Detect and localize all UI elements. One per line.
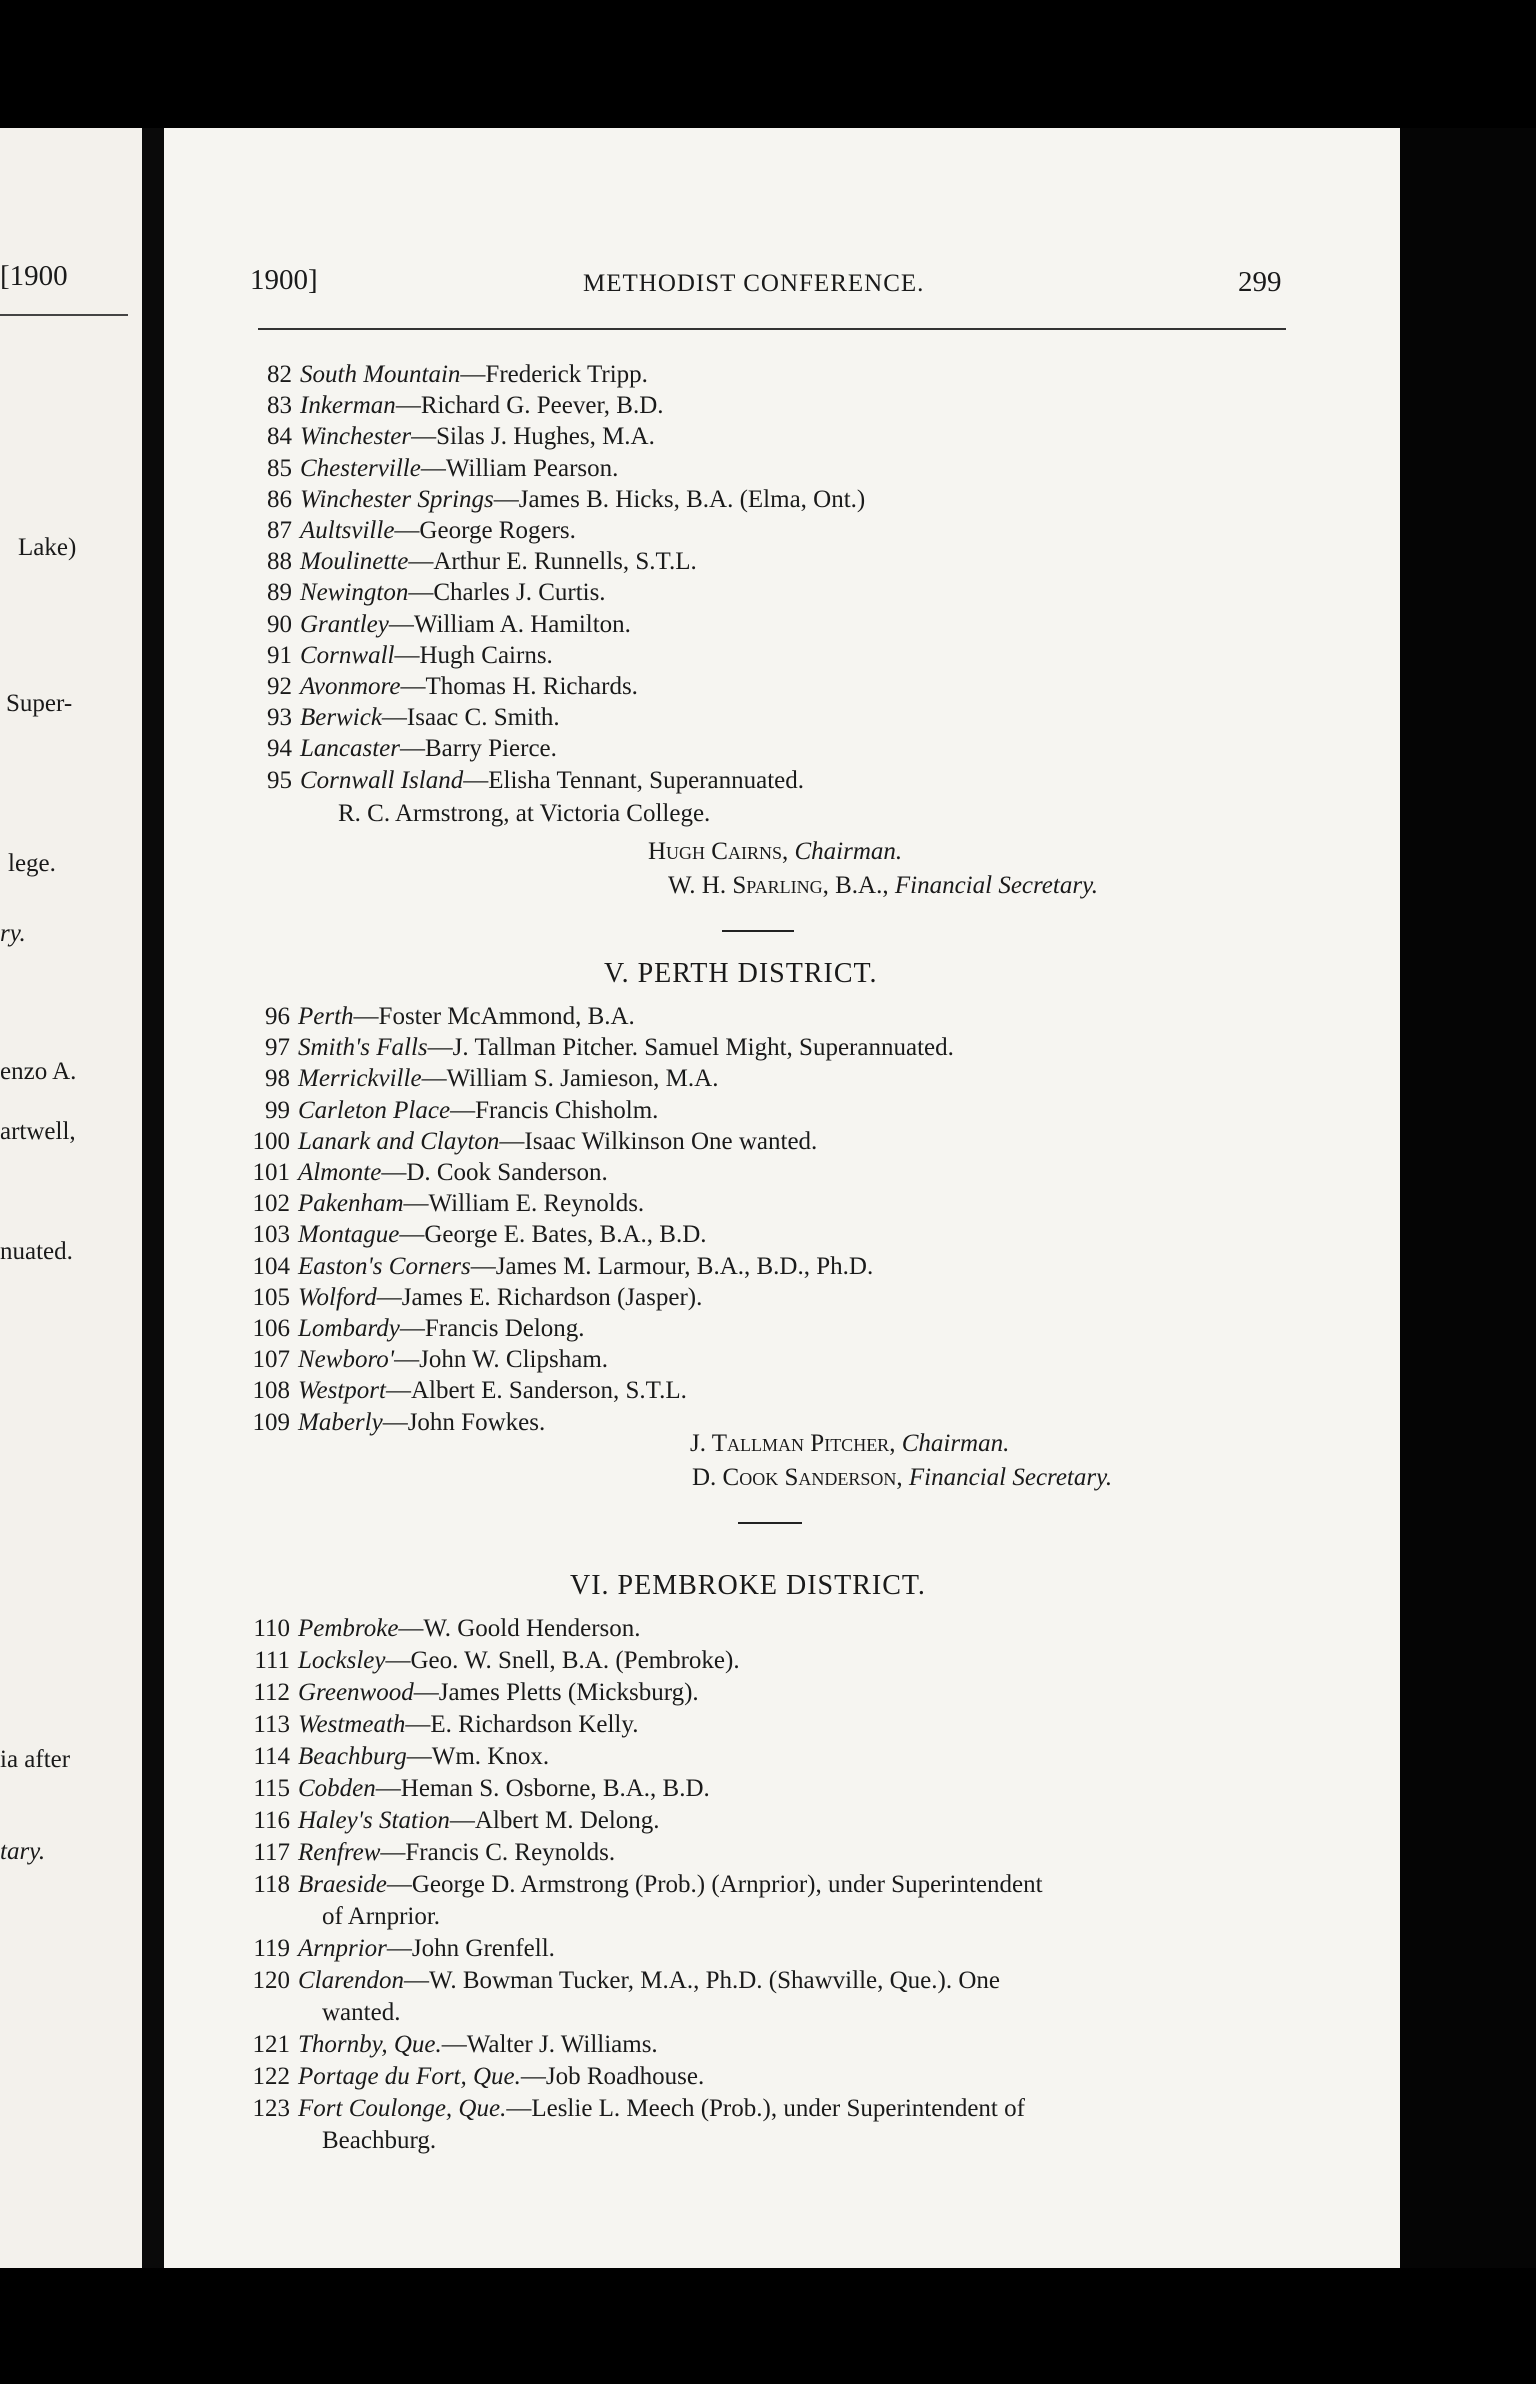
circuit-name: Renfrew [298,1839,381,1866]
entry-number: 101 [252,1159,290,1186]
minister-name: —John Fowkes. [382,1408,546,1436]
facing-page-text: artwell, [0,1118,76,1145]
minister-name: —Heman S. Osborne, B.A., B.D. [375,1775,710,1802]
minister-name: —Barry Pierce. [400,735,557,763]
secretary-role: Financial Secretary. [908,1464,1113,1491]
minister-name: —Francis Delong. [399,1315,585,1342]
section-separator [738,1522,802,1524]
minister-name: —Isaac Wilkinson One wanted. [499,1127,818,1155]
entry-number: 85 [267,454,292,482]
minister-name: —James Pletts (Micksburg). [413,1679,699,1706]
minister-name: —W. Goold Henderson. [398,1615,641,1642]
circuit-name: Montague [298,1221,400,1249]
district-heading: V. PERTH DISTRICT. [604,958,878,989]
circuit-name: Berwick [300,704,382,732]
entry-number: 111 [254,1647,290,1674]
entry-number: 90 [267,610,292,638]
book-gutter [142,128,164,2268]
entry-number: 98 [265,1065,290,1093]
entry-number: 119 [253,1935,290,1962]
minister-name: —Silas J. Hughes, M.A. [411,423,655,451]
page-number: 299 [1238,266,1282,298]
circuit-name: Haley's Station [298,1807,450,1834]
entry-number: 102 [252,1190,290,1218]
circuit-name: Avonmore [300,673,401,700]
entry-number: 88 [267,548,292,576]
entry-continuation-text: Beachburg. [322,2127,437,2154]
minister-name: —Hugh Cairns. [394,641,553,669]
entry-number: 84 [267,423,292,451]
circuit-name: Wolford [298,1283,377,1311]
entry-number: 99 [265,1096,290,1124]
circuit-name: Cobden [298,1775,376,1802]
minister-name: —Wm. Knox. [406,1743,550,1770]
minister-name: —E. Richardson Kelly. [405,1711,639,1738]
minister-name: —Walter J. Williams. [441,2031,658,2058]
circuit-name: Maberly [298,1408,383,1436]
minister-name: —Geo. W. Snell, B.A. (Pembroke). [385,1647,740,1674]
facing-page-header-rule [0,314,128,316]
minister-name: —Leslie L. Meech (Prob.), under Superintendent of [506,2095,1025,2122]
circuit-name: Locksley [298,1647,386,1674]
facing-page-header: [1900 [0,260,68,292]
minister-name: —John W. Clipsham. [394,1346,609,1374]
entry-number: 100 [252,1127,290,1155]
entry-number: 86 [267,485,292,513]
facing-page-text: ia after [0,1746,71,1773]
minister-name: —Foster McAmmond, B.A. [353,1003,635,1030]
minister-name: —Charles J. Curtis. [408,579,606,607]
facing-page-text: nuated. [0,1238,73,1265]
entry-number: 82 [267,361,292,388]
chairman-role: Chairman. [901,1430,1010,1457]
circuit-name: Westmeath [298,1711,406,1738]
entry-number: 92 [267,673,292,700]
circuit-name: Thornby, Que. [298,2031,442,2058]
entry-number: 123 [252,2095,290,2122]
minister-name: —Frederick Tripp. [460,361,648,388]
minister-name: —John Grenfell. [386,1935,555,1962]
entry-number: 106 [252,1315,290,1342]
entry-number: 109 [252,1408,290,1436]
minister-name: —William E. Reynolds. [403,1190,645,1218]
entry-number: 121 [252,2031,290,2058]
running-head-year: 1900] [250,264,318,296]
entry-number: 122 [252,2063,290,2090]
chairman-signature [690,1430,1009,1458]
entry-number: 114 [253,1743,290,1770]
minister-name: —Job Roadhouse. [520,2063,705,2090]
circuit-name: Chesterville [300,454,421,482]
entry-number: 91 [267,641,292,669]
entry-number: 118 [253,1871,290,1898]
circuit-name: Lancaster [300,735,400,763]
entry-number: 95 [267,766,292,794]
chairman-name: Hugh Cairns, [648,838,789,865]
minister-name: —W. Bowman Tucker, M.A., Ph.D. (Shawville, Que.). One [404,1967,1000,1994]
secretary-name: D. Cook Sanderson, [692,1464,903,1491]
circuit-name: Arnprior [298,1935,387,1962]
minister-name: —George Rogers. [394,517,576,544]
entry-number: 112 [253,1679,290,1706]
facing-page-text: Lake) [18,534,77,561]
secretary-role: Financial Secretary. [894,872,1099,899]
entry-number: 117 [253,1839,290,1866]
circuit-name: Grantley [300,610,389,638]
minister-name: —William A. Hamilton. [388,610,631,638]
circuit-name: Greenwood [298,1679,414,1706]
minister-name: —James M. Larmour, B.A., B.D., Ph.D. [470,1252,874,1280]
circuit-name: Clarendon [298,1967,405,1994]
minister-name: —Richard G. Peever, B.D. [395,392,664,420]
entry-number: 120 [252,1967,290,1994]
minister-name: —Albert E. Sanderson, S.T.L. [385,1377,687,1405]
minister-name: —William Pearson. [420,454,619,482]
entry-number: 96 [265,1003,290,1030]
minister-name: —Francis C. Reynolds. [380,1839,616,1866]
facing-page-fragment [0,128,142,2268]
circuit-name: Pakenham [298,1190,404,1218]
facing-page-text: ry. [0,920,26,947]
financial-secretary-signature [668,872,1098,900]
entry-continuation-text: of Arnprior. [322,1903,441,1930]
circuit-name: Aultsville [300,517,395,544]
entry-number: 105 [252,1283,290,1311]
circuit-name: Inkerman [300,392,396,420]
entry-number: 94 [267,735,292,763]
entry-number: 110 [253,1615,290,1642]
circuit-name: Moulinette [300,548,409,576]
minister-name: —George D. Armstrong (Prob.) (Arnprior), under Superintendent [386,1871,1043,1898]
circuit-name: Beachburg [298,1743,407,1770]
entry-number: 89 [267,579,292,607]
circuit-name: Cornwall [300,641,395,669]
minister-name: —James E. Richardson (Jasper). [376,1283,703,1311]
facing-page-text: tary. [0,1838,46,1865]
circuit-name: Winchester [300,423,412,451]
entry-number: 103 [252,1221,290,1249]
minister-name: —Isaac C. Smith. [381,704,560,732]
minister-name: —Arthur E. Runnells, S.T.L. [408,548,697,576]
entry-number: 115 [253,1775,290,1802]
running-head-title: METHODIST CONFERENCE. [583,270,925,297]
circuit-name: Lanark and Clayton [298,1127,500,1155]
minister-name: —Albert M. Delong. [449,1807,660,1834]
facing-page-text: lege. [8,850,56,877]
minister-name: —James B. Hicks, B.A. (Elma, Ont.) [493,485,866,513]
header-rule [258,328,1286,330]
circuit-name: Almonte [298,1159,382,1186]
circuit-name: Easton's Corners [298,1252,471,1280]
circuit-name: South Mountain [300,361,461,388]
circuit-name: Winchester Springs [300,485,494,513]
circuit-name: Newington [300,579,409,607]
circuit-name: Pembroke [298,1615,399,1642]
entry-number: 116 [253,1807,290,1834]
minister-name: —Elisha Tennant, Superannuated. [463,766,804,794]
facing-page-text: Super- [6,690,73,717]
chairman-signature [648,838,902,866]
circuit-name: Braeside [298,1871,387,1898]
entry-number: 93 [267,704,292,732]
circuit-name: Westport [298,1377,386,1405]
circuit-name: Perth [298,1003,354,1030]
circuit-name: Carleton Place [298,1096,451,1124]
entry-continuation-text: wanted. [322,1999,401,2026]
minister-name: —George E. Bates, B.A., B.D. [399,1221,707,1249]
entry-number: 108 [252,1377,290,1405]
page-edge-shadow [1400,128,1536,2268]
minister-name: —J. Tallman Pitcher. Samuel Might, Superannuated. [427,1034,954,1062]
circuit-name: Cornwall Island [300,766,464,794]
circuit-name: Lombardy [298,1315,400,1342]
circuit-name: Portage du Fort, Que. [298,2063,521,2090]
circuit-name: Newboro' [298,1346,395,1374]
entry-number: 113 [253,1711,290,1738]
circuit-name: Merrickville [298,1065,422,1093]
circuit-name: Smith's Falls [298,1034,428,1062]
minister-name: —Francis Chisholm. [450,1096,659,1124]
entry-number: 87 [267,517,292,544]
entry-number: 83 [267,392,292,420]
secretary-name: W. H. Sparling, [668,872,829,899]
district-heading: VI. PEMBROKE DISTRICT. [570,1570,926,1601]
district-note: R. C. Armstrong, at Victoria College. [338,800,711,827]
entry-number: 107 [252,1346,290,1374]
entry-number: 104 [252,1252,290,1280]
minister-name: —William S. Jamieson, M.A. [421,1065,719,1093]
chairman-name: J. Tallman Pitcher, [690,1430,896,1457]
minister-name: —Thomas H. Richards. [400,673,638,700]
chairman-role: Chairman. [794,838,903,865]
entry-number: 97 [265,1034,290,1062]
financial-secretary-signature [692,1464,1112,1492]
circuit-name: Fort Coulonge, Que. [298,2095,507,2122]
minister-name: —D. Cook Sanderson. [381,1159,608,1186]
section-separator [722,930,794,932]
secretary-degree: B.A., [835,872,889,899]
facing-page-text: enzo A. [0,1058,77,1085]
